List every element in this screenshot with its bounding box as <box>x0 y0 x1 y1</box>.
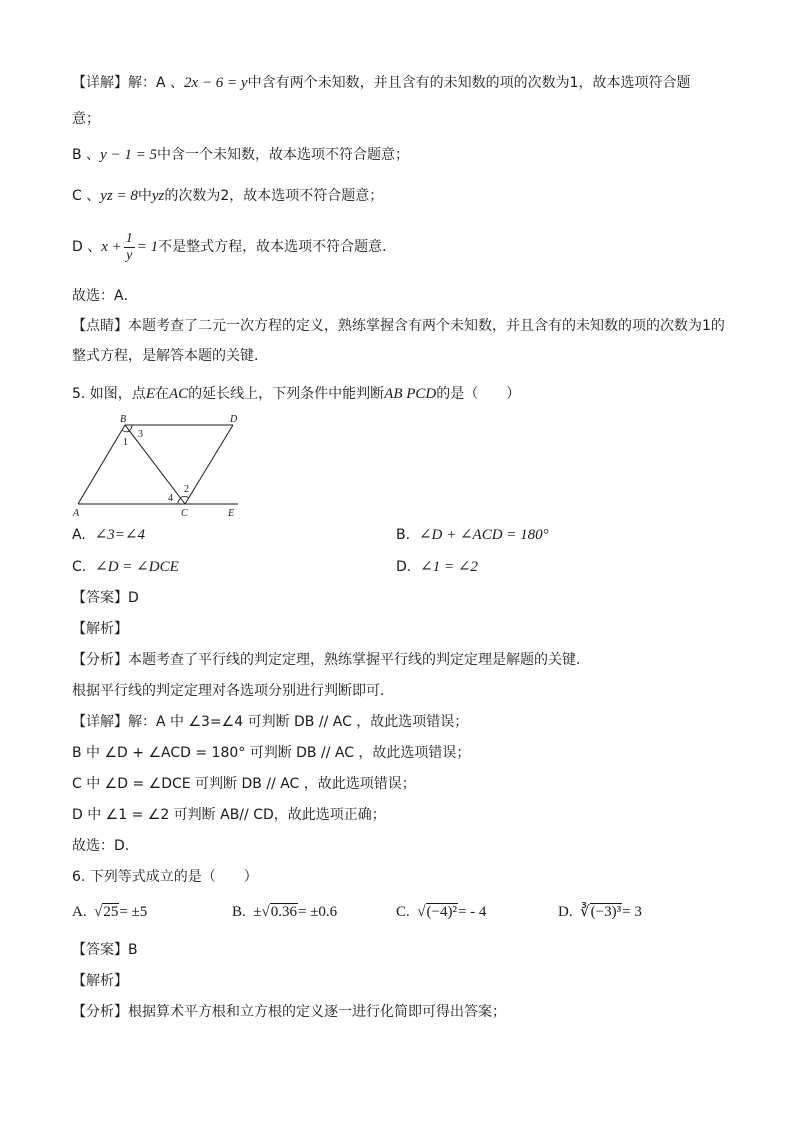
q5-option-d[interactable] <box>396 557 478 577</box>
option-key: C. <box>72 559 87 575</box>
q5-stem <box>72 384 520 404</box>
mid-word: 中 <box>137 188 152 204</box>
label-e: E <box>228 508 235 519</box>
detail-label: 【详解】解：A 、 <box>72 75 185 91</box>
q4-choose: 故选：A． <box>72 288 138 304</box>
option-key: B. <box>396 527 411 543</box>
sqrt-symbol: √ <box>94 904 103 920</box>
q4-detail-line-d <box>72 230 396 264</box>
q5-detail-2: B 中 ∠D + ∠ACD = 180° 可判断 DB // AC ，故此选项错误； <box>72 745 471 761</box>
option-c-prefix: C 、 <box>72 188 101 204</box>
q6-option-c[interactable] <box>396 902 486 922</box>
option-text: ∠D + ∠ACD = 180° <box>418 527 549 543</box>
option-text: ∠1 = ∠2 <box>420 559 478 575</box>
fraction-1-over-y <box>124 231 135 264</box>
q4-comment-2: 整式方程，是解答本题的关键． <box>72 348 268 364</box>
q5-option-c[interactable] <box>72 557 179 577</box>
equation-a: 2x − 6 = y <box>184 75 248 91</box>
label-a: A <box>73 508 80 519</box>
segment-ab <box>78 425 125 504</box>
label-angle-3: 3 <box>138 429 143 440</box>
radicand: (−4)² <box>426 904 457 920</box>
q5-detail-3: C 中 ∠D = ∠DCE 可判断 DB // AC ，故此选项错误； <box>72 776 416 792</box>
q5-detail-4: D 中 ∠1 = ∠2 可判断 AB// CD，故此选项正确； <box>72 807 386 823</box>
q5-stem-c: 的延长线上，下列条件中能判断 <box>188 386 385 402</box>
q5-fenxi-1: 【分析】本题考查了平行线的判定定理，熟练掌握平行线的判定定理是解题的关键． <box>72 652 590 668</box>
radicand: 0.36 <box>270 904 297 920</box>
label-b: B <box>120 414 127 425</box>
q5-answer: 【答案】D <box>72 590 139 606</box>
label-angle-4: 4 <box>168 493 173 504</box>
sqrt-symbol: √ <box>417 904 426 920</box>
q4-detail-line-b <box>72 145 409 165</box>
option-d-prefix: D 、 <box>72 239 102 255</box>
q5-relation: AB PCD <box>384 386 437 402</box>
q5-stem-a: 5. 如图，点 <box>72 386 146 402</box>
q6-option-d[interactable] <box>558 902 642 922</box>
angle-arc-2 <box>180 496 189 498</box>
q5-option-a[interactable] <box>72 525 145 545</box>
sqrt-symbol: √ <box>261 904 270 920</box>
radicand: (−3)³ <box>590 904 622 920</box>
q6-option-a[interactable] <box>72 902 147 922</box>
fraction-denominator: y <box>126 247 133 263</box>
detail-text-d: 不是整式方程，故本选项不符合题意． <box>158 239 397 255</box>
detail-text-c: 的次数为2，故本选项不符合题意； <box>164 188 384 204</box>
option-pre: ± <box>253 904 262 920</box>
option-key: D. <box>396 559 412 575</box>
option-b-prefix: B 、 <box>72 147 101 163</box>
q6-analysis: 【解析】 <box>72 973 128 989</box>
option-key: A. <box>72 904 87 920</box>
q6-answer: 【答案】B <box>72 942 138 958</box>
fraction-numerator: 1 <box>125 230 133 246</box>
q6-option-b[interactable] <box>232 902 337 922</box>
option-post: = ±5 <box>119 904 148 920</box>
option-key: D. <box>558 904 573 920</box>
q5-segment-ac: AC <box>168 386 189 402</box>
option-key: C. <box>396 904 410 920</box>
q4-detail-line-c <box>72 186 383 206</box>
term-yz: yz <box>151 188 165 204</box>
segment-bc <box>125 425 185 504</box>
detail-text-b: 中含一个未知数，故本选项不符合题意； <box>156 147 409 163</box>
detail-text-a: 中含有两个未知数，并且含有的未知数的项的次数为1，故本选项符合题 <box>247 75 691 91</box>
q5-analysis: 【解析】 <box>72 621 128 637</box>
label-d: D <box>230 414 238 425</box>
option-post: = - 4 <box>457 904 487 920</box>
q6-fenxi: 【分析】根据算术平方根和立方根的定义逐一进行化简即可得出答案； <box>72 1004 506 1020</box>
option-post: = 3 <box>622 904 642 920</box>
q5-geometry-figure <box>70 412 250 522</box>
q5-detail-1: 【详解】解：A 中 ∠3=∠4 可判断 DB // AC ，故此选项错误； <box>72 714 469 730</box>
equation-d-left: x + <box>101 239 122 255</box>
option-text: ∠D = ∠DCE <box>95 559 179 575</box>
q4-detail-line-a2: 意； <box>72 111 100 127</box>
q6-stem: 6. 下列等式成立的是（ ） <box>72 869 258 885</box>
q5-fenxi-2: 根据平行线的判定定理对各选项分别进行判断即可． <box>72 683 394 699</box>
radicand: 25 <box>103 904 119 920</box>
equation-b: y − 1 = 5 <box>100 147 157 163</box>
label-angle-2: 2 <box>184 484 189 495</box>
q5-stem-d: 的是（ ） <box>436 386 521 402</box>
q5-point-e: E <box>145 386 155 402</box>
option-text: ∠3=∠4 <box>94 527 145 543</box>
option-key: B. <box>232 904 246 920</box>
q4-detail-line-a <box>72 73 691 93</box>
q5-stem-b: 在 <box>154 386 169 402</box>
label-c: C <box>181 508 188 519</box>
equation-c: yz = 8 <box>100 188 138 204</box>
q4-comment-1: 【点睛】本题考查了二元一次方程的定义，熟练掌握含有两个未知数，并且含有的未知数的项的次数为1的 <box>72 318 725 334</box>
segment-dc <box>185 425 233 504</box>
q5-option-b[interactable] <box>396 525 549 545</box>
option-key: A. <box>72 527 86 543</box>
option-pre: ∛ <box>580 904 590 920</box>
option-post: = ±0.6 <box>297 904 338 920</box>
q5-choose: 故选：D． <box>72 838 139 854</box>
label-angle-1: 1 <box>123 437 128 448</box>
equation-d-right: = 1 <box>136 239 159 255</box>
